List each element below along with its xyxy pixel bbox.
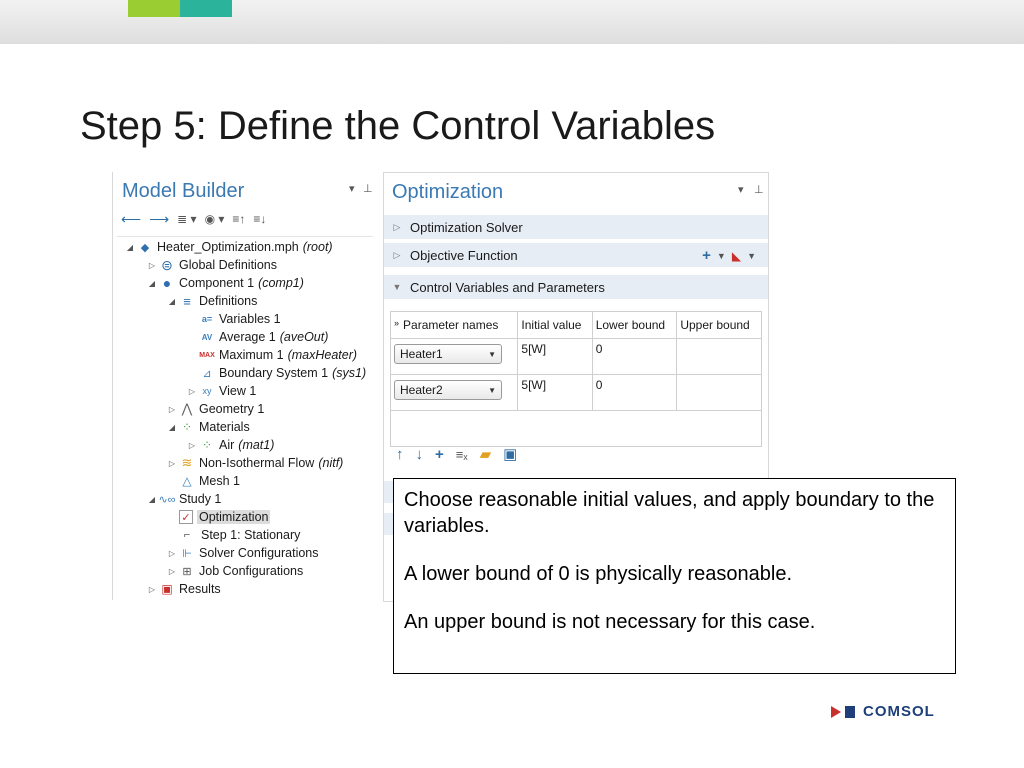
tree-label: Definitions (199, 294, 258, 308)
tree-tag: (mat1) (238, 438, 275, 452)
model-builder-pane (112, 172, 377, 600)
clear-table-icon[interactable]: ≡ₓ (455, 446, 468, 462)
back-arrow-icon[interactable]: ⟵ (121, 211, 142, 227)
section-control-variables[interactable] (384, 275, 768, 299)
chevron-down-icon[interactable]: ▼ (747, 250, 756, 261)
table-empty-row (391, 411, 762, 447)
list-view-icon[interactable]: ≣ ▾ (177, 212, 197, 226)
tree-label: Air (219, 438, 235, 452)
objective-tools (702, 247, 756, 264)
collapsed-arrow-icon[interactable]: ▷ (168, 458, 176, 468)
tree-tag: (aveOut) (279, 330, 329, 344)
table-toolbar (396, 445, 517, 463)
materials-icon: ⁘ (181, 420, 193, 434)
tree-label: Global Definitions (179, 258, 277, 272)
non-isothermal-flow-icon: ≋ (181, 455, 193, 470)
probe-flag-icon[interactable]: ◣ (731, 248, 742, 263)
move-up-icon[interactable]: ↑ (396, 445, 404, 463)
collapsed-arrow-icon[interactable]: ▷ (168, 404, 176, 414)
show-icon[interactable]: ◉ ▾ (204, 212, 225, 226)
collapsed-arrow-icon[interactable]: ▷ (148, 584, 156, 594)
collapsed-arrow-icon[interactable]: ▷ (188, 440, 196, 450)
load-from-file-icon[interactable]: ▰ (479, 446, 492, 463)
chevron-down-icon[interactable]: ▼ (716, 250, 726, 261)
tree-separator (117, 236, 373, 237)
section-label: Objective Function (410, 247, 518, 263)
collapsed-arrow-icon[interactable]: ▷ (168, 566, 176, 576)
tree-label: Average 1 (219, 330, 276, 344)
tree-label: Geometry 1 (199, 402, 265, 416)
pin-icon[interactable]: ⊥ (363, 183, 373, 195)
tree-label: Non-Isothermal Flow (199, 456, 315, 470)
tree-node-view[interactable] (187, 382, 256, 400)
banner-graphic-green (128, 0, 180, 17)
tree-tag: (comp1) (258, 276, 304, 290)
save-icon[interactable]: ▣ (503, 446, 518, 463)
tree-node-average[interactable] (187, 328, 328, 346)
stationary-step-icon: ⌐ (183, 529, 191, 541)
maximum-icon: MAX (199, 351, 215, 359)
tree-node-global-definitions[interactable] (147, 256, 277, 274)
upper-bound-cell[interactable] (677, 339, 762, 375)
tree-label: Solver Configurations (199, 546, 319, 560)
double-chevron-icon[interactable]: » (394, 318, 400, 328)
add-icon[interactable]: + (435, 445, 444, 463)
tree-tag: (nitf) (318, 456, 344, 470)
tree-label: Mesh 1 (199, 474, 240, 488)
forward-arrow-icon[interactable]: ⟶ (149, 211, 170, 227)
average-icon: AV (201, 332, 213, 342)
tree-node-study[interactable] (147, 490, 221, 508)
model-builder-title: Model Builder (122, 180, 245, 202)
tree-node-maximum[interactable] (187, 346, 357, 364)
parameter-select[interactable]: Heater1 ▼ (394, 344, 502, 364)
tree-node-job-configurations[interactable] (167, 562, 303, 580)
solver-configurations-icon: ⊩ (182, 547, 192, 560)
tree-node-materials[interactable] (167, 418, 250, 436)
sort-down-icon[interactable]: ≡↓ (253, 212, 267, 226)
section-label: Control Variables and Parameters (410, 279, 605, 295)
tree-node-geometry[interactable] (167, 400, 264, 418)
root-icon: ◆ (140, 241, 150, 254)
tree-node-root[interactable] (125, 238, 333, 256)
callout-text: An upper bound is not necessary for this case. (404, 611, 816, 633)
logo-square-icon (845, 706, 855, 718)
control-variables-table (390, 311, 762, 447)
tree-label: Job Configurations (199, 564, 304, 578)
expanded-arrow-icon[interactable]: ◢ (148, 494, 156, 504)
job-configurations-icon: ⊞ (182, 565, 192, 578)
table-row[interactable] (391, 339, 762, 375)
logo-text: COMSOL (863, 703, 935, 720)
tree-node-boundary-system[interactable] (187, 364, 366, 382)
tree-label: Component 1 (179, 276, 255, 290)
tree-node-variables[interactable] (187, 310, 281, 328)
sort-up-icon[interactable]: ≡↑ (232, 212, 246, 226)
collapsed-arrow-icon[interactable]: ▷ (188, 386, 196, 396)
expanded-arrow-icon[interactable]: ◢ (148, 278, 156, 288)
section-objective-function[interactable] (384, 243, 768, 267)
callout-text: A lower bound of 0 is physically reasonable. (404, 563, 793, 585)
optimization-icon: ✓ (179, 510, 193, 524)
pane-menu-icon[interactable]: ▾ (349, 183, 355, 195)
parameter-select[interactable]: Heater2 ▼ (394, 380, 502, 400)
material-air-icon: ⁘ (201, 438, 213, 452)
section-label: Optimization Solver (410, 219, 523, 235)
comsol-logo (831, 703, 935, 720)
tree-node-results[interactable] (147, 580, 221, 598)
tree-node-component[interactable] (147, 274, 304, 292)
tree-label: Boundary System 1 (219, 366, 329, 380)
initial-value-cell[interactable]: 5[W] (518, 339, 592, 375)
tree-label: Maximum 1 (219, 348, 284, 362)
study-icon: ∿∞ (158, 493, 176, 506)
definitions-icon: ≡ (183, 293, 191, 309)
chevron-down-icon: ▼ (488, 385, 496, 395)
tree-node-optimization[interactable] (167, 508, 270, 526)
collapsed-arrow-icon[interactable]: ▷ (168, 548, 176, 558)
table-header-row (391, 312, 762, 339)
model-builder-toolbar (121, 210, 266, 228)
callout-text: Choose reasonable initial values, and apply boundary to the variables. (404, 489, 935, 537)
empty-cell (391, 411, 762, 447)
initial-value-cell[interactable]: 5[W] (518, 375, 592, 411)
tree-node-mesh[interactable] (167, 472, 240, 490)
tree-label: Study 1 (179, 492, 222, 506)
optimization-title: Optimization (392, 181, 504, 203)
tree-node-solver-configurations[interactable] (167, 544, 319, 562)
section-optimization-solver[interactable] (384, 215, 768, 239)
tree-label: Variables 1 (219, 312, 281, 326)
collapsed-arrow-icon: ▷ (393, 221, 401, 232)
banner-graphic-teal (180, 0, 232, 17)
global-definitions-icon: ⊜ (161, 256, 173, 273)
lower-bound-cell[interactable]: 0 (592, 375, 677, 411)
tree-tag: (root) (302, 240, 333, 254)
variables-icon: a= (201, 314, 213, 324)
upper-bound-cell[interactable] (677, 375, 762, 411)
boundary-system-icon: ⊿ (202, 367, 212, 380)
table-header: Lower bound (592, 312, 677, 339)
logo-mark-icon (831, 706, 841, 718)
parameter-name-cell (391, 375, 518, 411)
table-header: » Parameter names (391, 312, 518, 339)
collapsed-arrow-icon: ▷ (393, 249, 401, 260)
pin-icon[interactable]: ⊥ (754, 184, 764, 196)
table-header: Upper bound (677, 312, 762, 339)
chevron-down-icon: ▼ (488, 349, 496, 359)
tree-label-selected: Optimization (199, 510, 269, 524)
expanded-arrow-icon: ▼ (392, 282, 402, 292)
add-icon[interactable]: + (702, 247, 711, 264)
tree-label: Materials (199, 420, 250, 434)
top-banner (0, 0, 1024, 44)
geometry-icon: ⋀ (181, 401, 193, 416)
tree-tag: (sys1) (332, 366, 367, 380)
tree-node-definitions[interactable] (167, 292, 257, 310)
tree-tag: (maxHeater) (287, 348, 358, 362)
component-icon: ● (162, 275, 172, 291)
expanded-arrow-icon[interactable]: ◢ (168, 296, 176, 306)
collapsed-arrow-icon[interactable]: ▷ (148, 260, 156, 270)
mesh-icon: △ (182, 474, 192, 488)
table-row[interactable] (391, 375, 762, 411)
tree-node-stationary-step[interactable] (167, 526, 300, 544)
tree-label: Step 1: Stationary (201, 528, 301, 542)
tree-label: View 1 (219, 384, 257, 398)
callout-box (393, 478, 956, 674)
table-header: Initial value (518, 312, 592, 339)
view-icon: xy (202, 386, 212, 396)
expanded-arrow-icon[interactable]: ◢ (126, 242, 134, 252)
lower-bound-cell[interactable]: 0 (592, 339, 677, 375)
slide-title: Step 5: Define the Control Variables (80, 104, 716, 148)
parameter-name-cell (391, 339, 518, 375)
expanded-arrow-icon[interactable]: ◢ (168, 422, 176, 432)
move-down-icon[interactable]: ↓ (415, 445, 423, 463)
tree-node-non-isothermal-flow[interactable] (167, 454, 343, 472)
tree-label: Results (179, 582, 221, 596)
results-icon: ▣ (161, 582, 173, 596)
pane-menu-icon[interactable]: ▾ (738, 184, 744, 196)
tree-label: Heater_Optimization.mph (157, 240, 299, 254)
tree-node-air[interactable] (187, 436, 274, 454)
